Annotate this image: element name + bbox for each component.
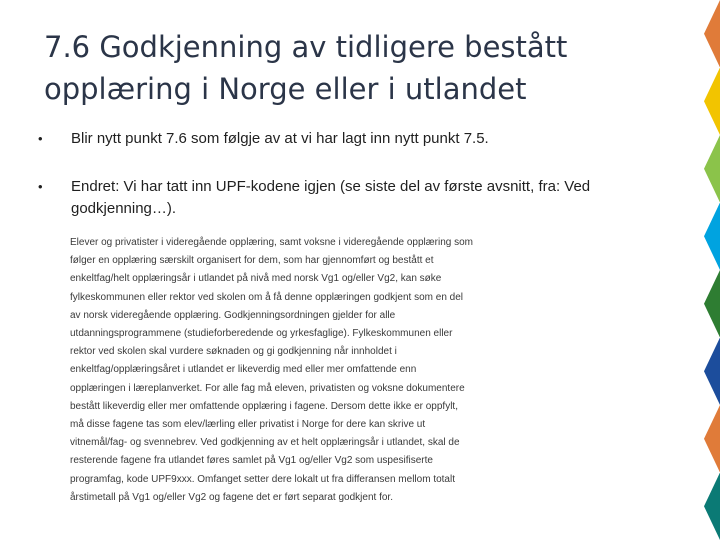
bullet-item (38, 128, 678, 150)
decorative-strip-segment (704, 135, 720, 203)
decorative-strip-segment (704, 203, 720, 271)
bullet-list (38, 128, 678, 246)
slide-title-line-2: opplæring i Norge eller i utlandet (44, 72, 527, 106)
excerpt-line: opplæringen i læreplanverket. For alle fag må eleven, privatisten og voksne dokumentere (70, 382, 465, 394)
excerpt-line: årstimetall på Vg1 og/eller Vg2 og fagene det er ført separat godkjent for. (70, 491, 393, 503)
quoted-regulation-excerpt (70, 234, 510, 507)
excerpt-line: utdanningsprogrammene (studieforberedende og yrkesfaglige). Fylkeskommunen eller (70, 328, 453, 340)
decorative-strip-segment (704, 68, 720, 136)
decorative-strip-segment (704, 338, 720, 406)
excerpt-line: vitnemål/fag- og svennebrev. Ved godkjenning av et helt opplæringsår i utlandet, skal de (70, 437, 460, 449)
decorative-strip-segment (704, 473, 720, 540)
excerpt-line: Elever og privatister i videregående opplæring, samt voksne i videregående opplæring som (70, 237, 473, 248)
excerpt-line: fylkeskommunen eller rektor ved skolen om å få denne opplæringen godkjent som en del (70, 291, 463, 303)
excerpt-line: enkeltfag/helt opplæringsår i utlandet på nivå med norsk Vg1 og/eller Vg2, kan søke (70, 273, 442, 285)
bullet-text: Endret: Vi har tatt inn UPF-kodene igjen (se siste del av første avsnitt, fra: Ved godkjenning…). (71, 178, 591, 217)
excerpt-line: rektor ved skolen skal vurdere søknaden og gi godkjenning når innholdet i (70, 346, 397, 358)
excerpt-line: enkeltfag/opplæringsåret i utlandet er likeverdig med eller mer omfattende enn (70, 364, 417, 376)
decorative-strip-segment (704, 270, 720, 338)
excerpt-line: må disse fagene tas som elev/lærling eller privatist i Norge for dere kan skrive ut (70, 419, 426, 431)
decorative-color-strip (704, 0, 720, 540)
excerpt-line: programfag, kode UPF9xxx. Omfanget setter dere lokalt ut fra differansen mellom totalt (70, 473, 455, 485)
excerpt-line: av norsk videregående opplæring. Godkjenningsordningen gjelder for alle (70, 309, 396, 321)
bullet-marker: • (38, 179, 43, 194)
excerpt-line: følger en opplæring særskilt organisert for dem, som har gjennomført og bestått et (70, 255, 434, 267)
slide-title (44, 26, 664, 110)
bullet-text: Blir nytt punkt 7.6 som følgje av at vi har lagt inn nytt punkt 7.5. (71, 130, 489, 147)
bullet-marker: • (38, 131, 43, 146)
excerpt-line: bestått likeverdig eller mer omfattende opplæring i fagene. Dersom dette ikke er oppfylt, (70, 400, 458, 412)
excerpt-line: resterende fagene fra utlandet føres samlet på Vg1 og/eller Vg2 som uspesifiserte (70, 455, 433, 467)
decorative-strip-segment (704, 405, 720, 473)
decorative-strip-segment (704, 0, 720, 68)
bullet-item (38, 176, 678, 220)
slide-title-line-1: 7.6 Godkjenning av tidligere bestått (44, 30, 568, 64)
